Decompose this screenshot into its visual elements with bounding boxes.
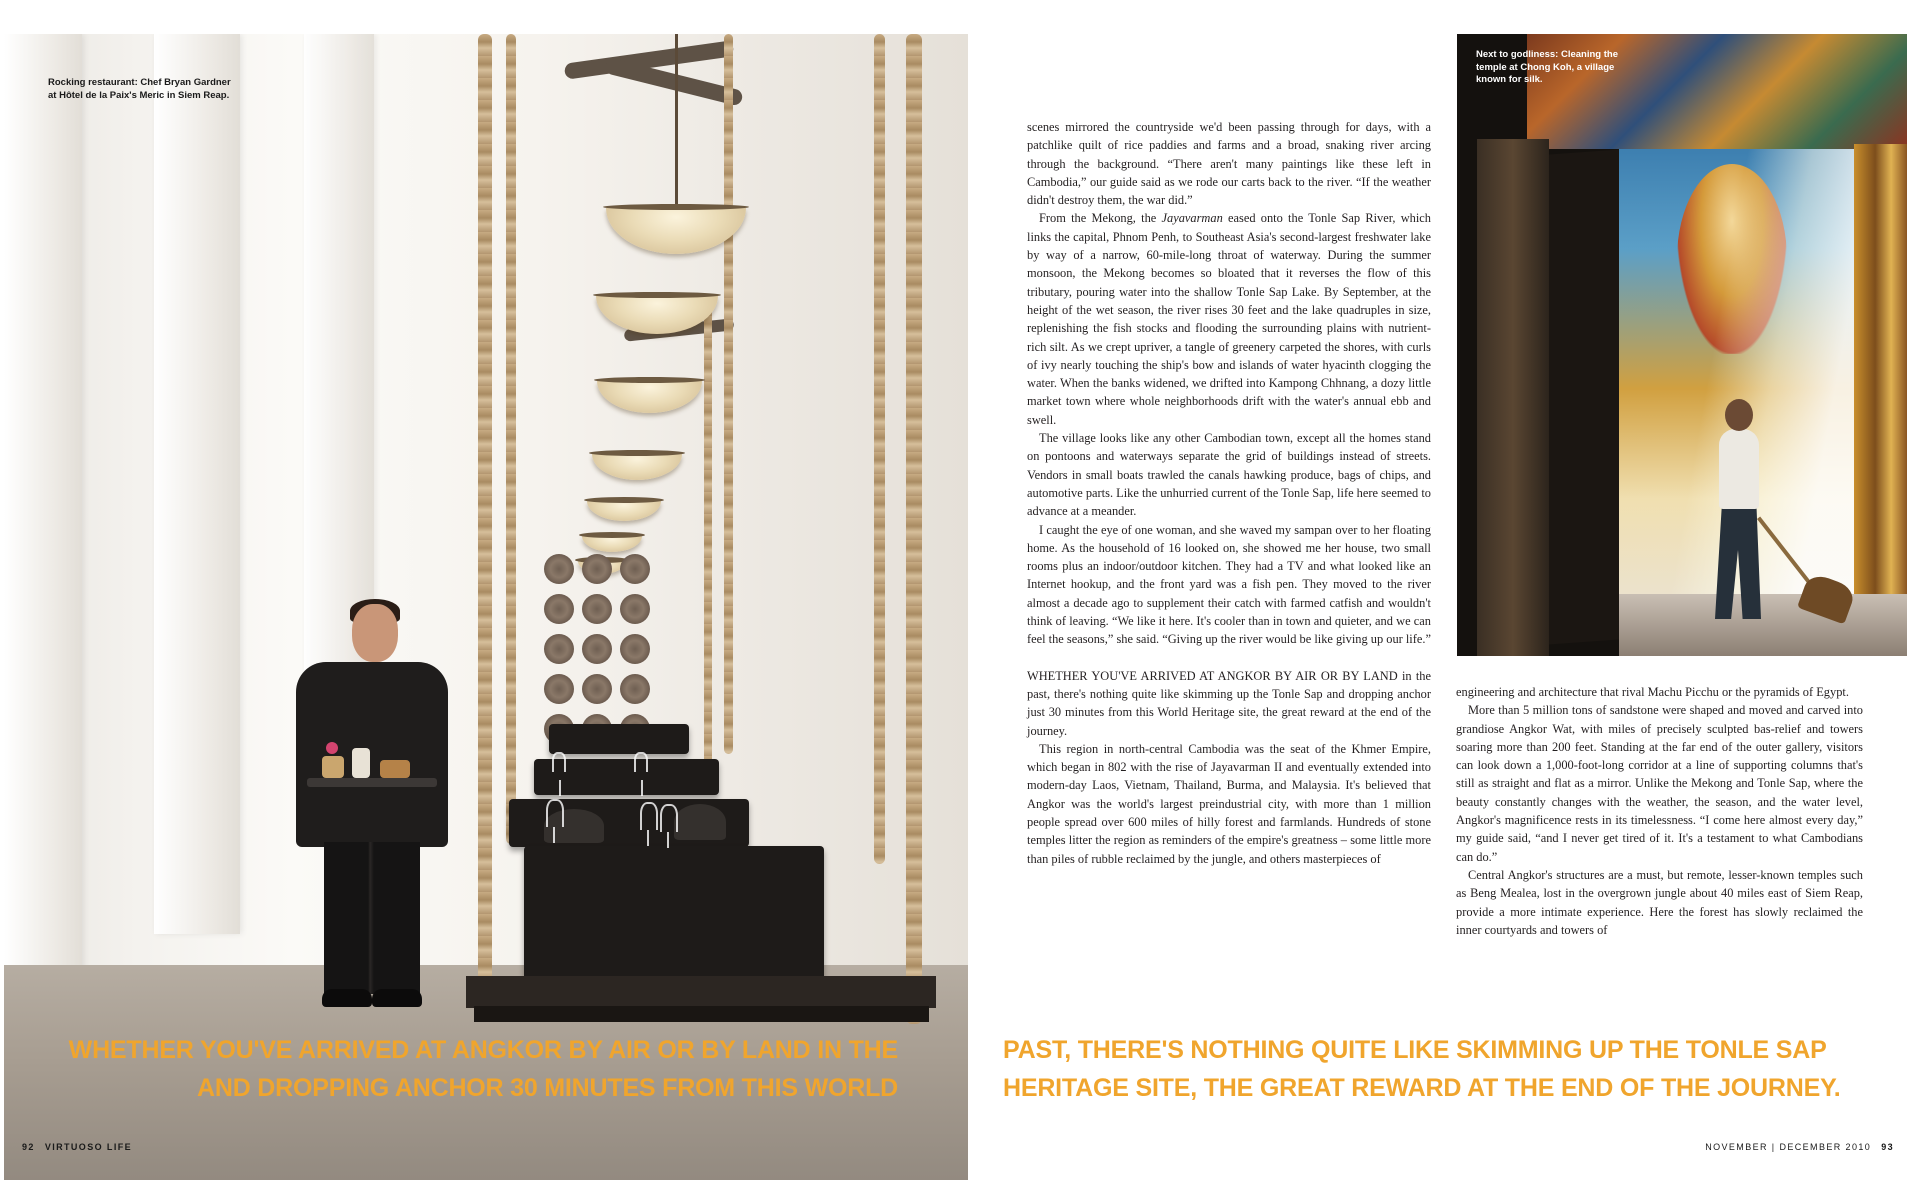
chef-legs xyxy=(324,842,420,994)
serving-tray xyxy=(307,778,437,787)
swing-sofa-base xyxy=(474,1006,929,1022)
folio xyxy=(1705,1142,1894,1152)
page-number: 92 xyxy=(22,1142,35,1152)
white-pillar xyxy=(154,34,240,934)
body-column xyxy=(1456,683,1863,939)
pull-quote-line: HERITAGE SITE, THE GREAT REWARD AT THE END OF THE JOURNEY. xyxy=(1003,1074,1841,1102)
hanging-rope xyxy=(906,34,922,1024)
wall-plate xyxy=(544,674,574,704)
wall-plate xyxy=(620,594,650,624)
paragraph: This region in north-central Cambodia was the seat of the Khmer Empire, which began in 802 with the rise of Jayavarman II and eventually extended into modern-day Laos, Vietnam, Thailand, Burma, and Malaysia. It's believed that Angkor was the world's largest preindustrial city, with more than 1 million people spread over 600 miles of hilly forest and farmlands. Hundreds of stone temples litter the region as reminders of the empire's greatness – some little more than piles of rubble reclaimed by the jungle, and others masterpieces of xyxy=(1027,741,1431,866)
wine-glass xyxy=(640,802,658,830)
ship-name: Jayavarman xyxy=(1161,211,1223,226)
folio xyxy=(22,1142,132,1152)
wall-plate xyxy=(544,554,574,584)
pull-quote-line: PAST, THERE'S NOTHING QUITE LIKE SKIMMING UP THE TONLE SAP xyxy=(1003,1036,1827,1064)
ornate-frame xyxy=(1854,144,1907,656)
paragraph: scenes mirrored the countryside we'd been passing through for days, with a patchlike quilt of rice paddies and farms and a broad, snaking river arcing through the background. “There aren't many paintings like these left in Cambodia,” our guide said as we rode our carts back to the river. “If the weather didn't destroy them, the war did.” xyxy=(1027,120,1431,208)
open-door xyxy=(1549,150,1619,645)
paragraph: engineering and architecture that rival Machu Picchu or the pyramids of Egypt. xyxy=(1456,685,1849,699)
chef-figure xyxy=(296,662,448,847)
wall-plate xyxy=(582,634,612,664)
temple-photo xyxy=(1457,34,1907,656)
temple-floor xyxy=(1619,594,1907,656)
paragraph: Central Angkor's structures are a must, but remote, lesser-known temples such as Beng Mealea, lost in the overgrown jungle about 40 miles east of Siem Reap, provide a more intimate experience. Here the forest has slowly reclaimed the inner courtyards and towers of xyxy=(1456,867,1863,937)
wall-plate xyxy=(544,634,574,664)
wall-plate xyxy=(620,634,650,664)
ceiling-fan xyxy=(604,57,744,106)
page-number: 93 xyxy=(1881,1142,1894,1152)
hanging-rope xyxy=(478,34,492,994)
pendant-lamp xyxy=(582,536,642,552)
swing-sofa xyxy=(549,724,689,754)
paragraph: More than 5 million tons of sandstone were shaped and moved and carved into grandiose Angkor Wat, with miles of precisely sculpted bas-relief and towers soaring more than 200 feet. Standing at the far end of the outer gallery, visitors can look down a 1,000-foot-long corridor at a line of supporting columns that's still as straight and flat as a mirror. Unlike the Mekong and Tonle Sap, where the beauty constantly changes with the weather, the season, and the water level, Angkor's magnificence rests in its timelessness. “I come here almost every day,” my guide said, “and I never get tired of it. It's a testament to what Cambodians can do.” xyxy=(1456,703,1863,864)
pull-quote xyxy=(1003,1031,1903,1107)
hanging-rope xyxy=(874,34,885,864)
pendant-lamp xyxy=(587,501,661,521)
pendant-lamp xyxy=(597,381,702,413)
wall-plate xyxy=(582,594,612,624)
wall-plate xyxy=(582,674,612,704)
wine-glass xyxy=(546,799,564,827)
swing-sofa xyxy=(524,846,824,996)
restaurant-photo xyxy=(4,34,968,1180)
wall-plate xyxy=(620,554,650,584)
pull-quote xyxy=(18,1031,898,1107)
sweeping-man xyxy=(1719,429,1759,509)
hanging-rope xyxy=(704,294,712,774)
magazine-name: VIRTUOSO LIFE xyxy=(44,1142,133,1152)
photo-caption: Rocking restaurant: Chef Bryan Gardner at Hôtel de la Paix's Meric in Siem Reap. xyxy=(48,77,231,101)
section-lead-paragraph: WHETHER YOU'VE ARRIVED AT ANGKOR BY AIR OR BY LAND in the past, there's nothing quite like skimming up the Tonle Sap and dropping anchor just 30 minutes from this World Heritage site, the great reward at the end of the journey. xyxy=(1027,668,1431,738)
wall-plate xyxy=(620,674,650,704)
temple-door xyxy=(1477,139,1549,656)
wine-glass xyxy=(634,752,648,772)
hanging-rope xyxy=(506,34,516,844)
wine-glass xyxy=(660,804,678,832)
hanging-rope xyxy=(724,34,733,754)
pull-quote-line: WHETHER YOU'VE ARRIVED AT ANGKOR BY AIR OR BY LAND IN THE xyxy=(68,1036,898,1064)
photo-caption: Next to godliness: Cleaning the temple at Chong Koh, a village known for silk. xyxy=(1476,49,1618,85)
chef-face xyxy=(352,604,398,662)
wall-plate xyxy=(544,594,574,624)
paragraph: The village looks like any other Cambodian town, except all the homes stand on pontoons and waterways separate the grid of buildings instead of streets. Vendors in small boats trawled the canals hawking produce, bags of chips, and automotive parts. Like the unhurried current of the Tonle Sap, life here seemed to advance at a meander. xyxy=(1027,431,1431,519)
pendant-lamp xyxy=(592,454,682,480)
issue-date: NOVEMBER | DECEMBER 2010 xyxy=(1705,1142,1872,1152)
wall-plate xyxy=(582,554,612,584)
white-pillar xyxy=(4,34,82,974)
swing-sofa-base xyxy=(466,976,936,1008)
paragraph: I caught the eye of one woman, and she waved my sampan over to her floating home. As the household of 16 looked on, she showed me her house, two small rooms plus an indoor/outdoor kitchen. They had a TV and what looked like an Internet hookup, and the front yard was a fish pen. They moved to the river almost a decade ago to supplement their catch with farmed catfish and wouldn't think of leaving. “We like it here. It's cooler than in town and quieter, and we can feel the seasons,” she said. “Giving up the river would be like giving up our life.” xyxy=(1027,522,1431,647)
pull-quote-line: AND DROPPING ANCHOR 30 MINUTES FROM THIS WORLD xyxy=(197,1074,898,1102)
wine-glass xyxy=(552,752,566,772)
paragraph: From the Mekong, the Jayavarman eased onto the Tonle Sap River, which links the capital, Phnom Penh, to Southeast Asia's second-largest freshwater lake by way of a narrow, 60-mile-long throat of waterway. During the summer monsoon, the Mekong becomes so bloated that it reverses the flow of this tributary, pouring water into the shallow Tonle Sap Lake. By September, at the height of the wet season, the river rises 30 feet and the lake quadruples in size, replenishing the fish stocks and flooding the surrounding plains with nutrient-rich silt. As we crept upriver, a tangle of greenery carpeted the shores, with curls of ivy nearly touching the ship's bow and islands of water hyacinth clogging the water. When the banks widened, we drifted into Kampong Chhnang, a dozy little market town where whole neighborhoods drift with the water's annual ebb and swell. xyxy=(1027,211,1431,427)
cushion xyxy=(674,804,726,840)
body-column xyxy=(1027,118,1431,868)
